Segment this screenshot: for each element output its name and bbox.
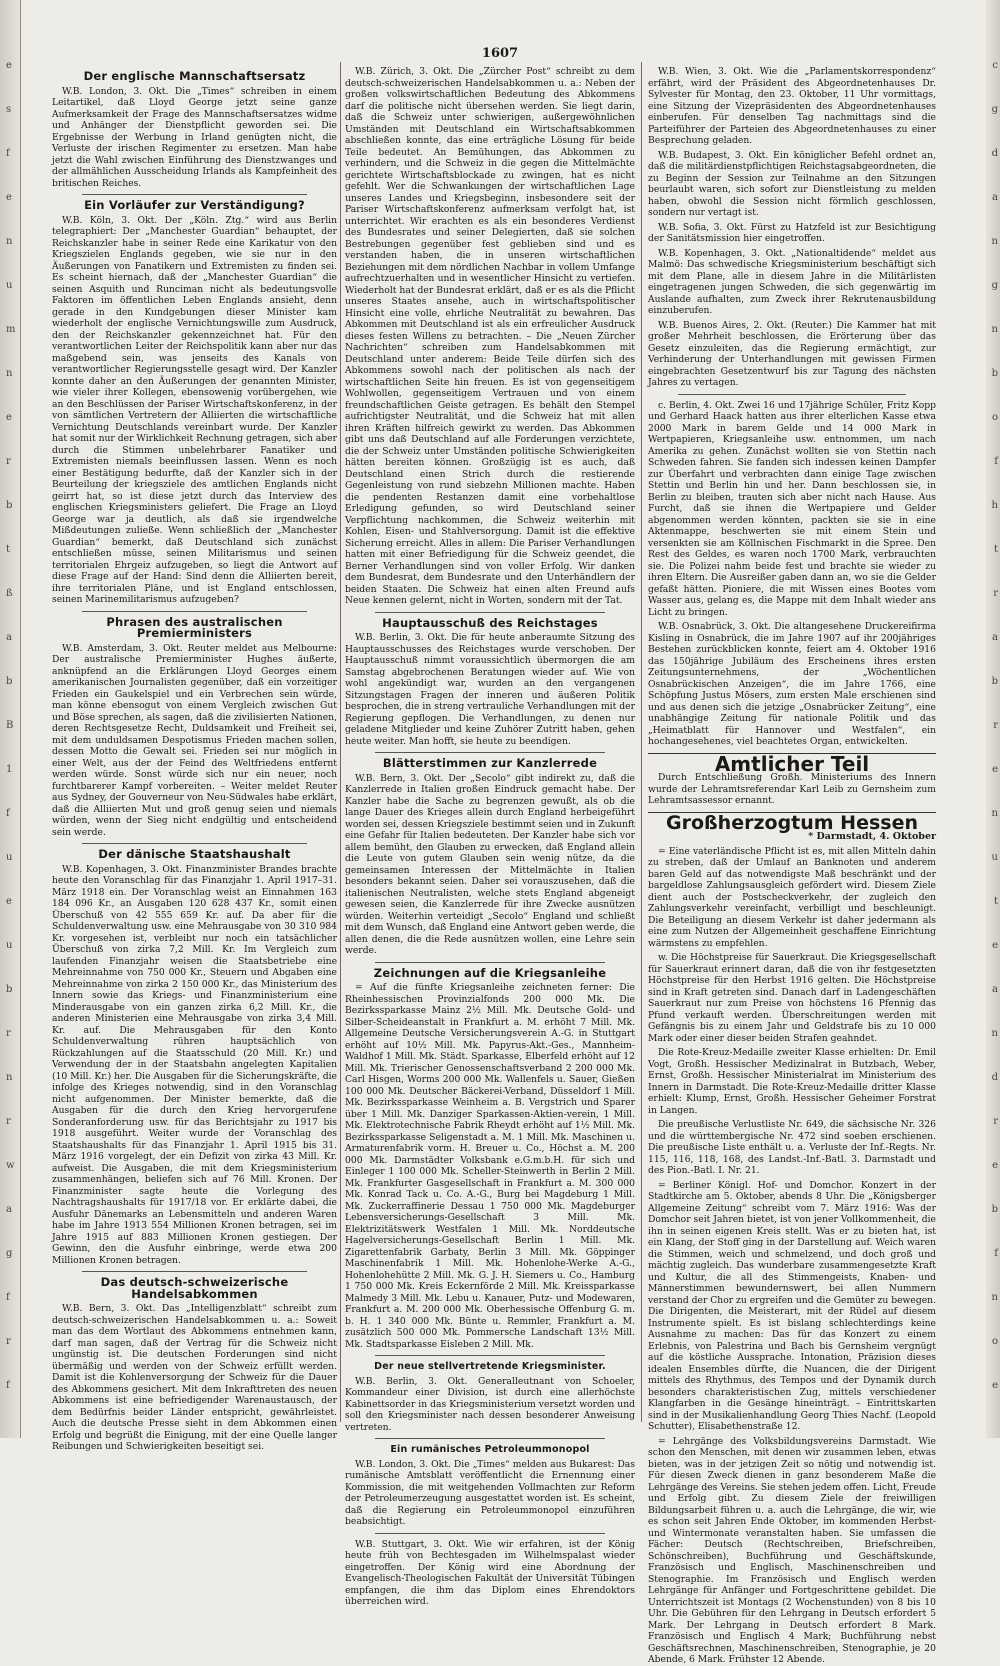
article-paragraph: W.B. Bern, 3. Okt. Der „Secolo“ gibt indirekt zu, daß die Kanzlerrede in Italien großen Eindruck gemacht habe. Der Kanzler habe die Sache zu begrenzen gewußt, als ob die lange Dauer des Krieges allein durch England herbeigeführt worden sei, dessen Kriegsziele bestimmt seien und in Zukunft eine Gefahr für Italien bedeuteten. Der Kanzler habe sich vor allem bemüht, den Glauben zu erwecken, daß England allein die Leute von gutem Glauben sein wenig nütze, da die gemeinsamen Interessen der Mittelmächte in Italien besonders bekannt seien. Daher sei vorauszusehen, daß die italienischen Neutralisten, welche stets England abgeneigt gewesen seien, die Kanzlerrede für ihre Zwecke ausnützen würden. Weiterhin verteidigt „Secolo“ England und schließt mit dem Wunsch, daß England eine Antwort geben werde, die allen denen, die die Rede ausnützen wollen, eine Lehre sein werde. [345,772,635,956]
edge-char: u [6,940,13,951]
edge-char: f [994,456,998,467]
edge-char: a [992,192,998,203]
article-paragraph: W.B. Zürich, 3. Okt. Die „Zürcher Post“ schreibt zu dem deutsch-schweizerischen Handelsabkommen u. a.: Neben der großen volkswirtschaftlichen Bedeutung des Abkommens darf die politische nicht übersehen werden. Sie liegt darin, daß die Schweiz unter schwierigen, außergewöhnlichen Umständen mit Deutschland ein Wirtschaftsabkommen abschließen konnte, das eine erträgliche Lösung für beide Teile bedeutet. An Bemühungen, das Abkommen zu verhindern, und die Schweiz in die gegen die Mittelmächte gerichtete Wirtschaftsblockade zu zwingen, hat es nicht gefehlt. Wer die Schwankungen der wirtschaftlichen Lage unseres Landes und Kriegsbeginn, insbesondere seit der Pariser Wirtschaftskonferenz aufmerksam verfolgt hat, ist unterrichtet. Wir erachten es als ein besonderes Verdienst des Bundesrates und seiner Delegierten, daß sie solchen Bestrebungen gegenüber fest geblieben sind und es verstanden haben, die in unseren wirtschaftlichen Beziehungen mit dem nördlichen Nachbar in vollem Umfange aufrechtzuerhalten und in wesentlicher Hinsicht zu vertiefen. Wiederholt hat der Bundesrat erklärt, daß er es als die Pflicht unseres Staates ansehe, auch in wirtschaftspolitischer Hinsicht eine volle, ehrliche Neutralität zu bewahren. Das Abkommen mit Deutschland ist als ein erfreulicher Ausdruck dieses festen Willens zu betrachten. – Die „Neuen Zürcher Nachrichten“ schreiben zum Handelsabkommen mit Deutschland unter anderem: Beide Teile dürfen sich des Abkommens sowohl nach der politischen als nach der wirtschaftlichen Seite hin freuen. Es ist von gegenseitigem Wohlwollen, gegenseitigem Vertrauen und von einem freundschaftlichen Geiste getragen. Es behält den Stempel aufrichtigster Neutralität, und die Schweiz hat mit allen ihren Kräften hilfreich gewirkt zu werden. Das Abkommen gibt uns daß Deutschland auf alle Forderungen verzichtete, die der Schweiz unter Umständen politische Schwierigkeiten hätten bereiten können. Großzügig ist es auch, daß Deutschland einen Strich durch die restierende Gegenleistung von rund siebzehn Millionen machte. Haben die pendenten Restanzen damit eine vorbehaltlose Erledigung gefunden, so wird Deutschland seiner Verpflichtung nachkommen, die Schweiz weiterhin mit Kohlen, Eisen- und Stahlversorgung. Damit ist die effektive Sicherung erreicht. Alles in allem: Die Pariser Verhandlungen hatten mit einer Befriedigung für die Schweiz geendet, die Berner Verhandlungen sind von voller Erfolg. Wir danken dem Bundesrat, dem Bundesrate und den Unterhändlern der beiden Staaten. Die Schweiz hat einen alten Freund aufs Neue kennen gelernt, nicht in Worten, sondern mit der Tat. [345,66,635,606]
divider [82,843,307,844]
edge-char: a [6,632,12,643]
edge-char: e [992,940,998,951]
right-page-edge [986,0,1000,1438]
article-paragraph: Die Rote-Kreuz-Medaille zweiter Klasse erhielten: Dr. Emil Vogt, Großh. Hessischer Medizinalrat in Butzbach, Weber, Ernst, Großh. Hessischer Ministerialrat im Ministerium des Innern in Darmstadt. Die Rote-Kreuz-Medaille dritter Klasse erhielt: Klump, Ernst, Großh. Hessischer Geheimer Forstrat in Langen. [648,1047,936,1116]
column-middle [345,66,635,1607]
edge-char: n [991,808,998,819]
divider [375,612,605,613]
article-paragraph: = Eine vaterländische Pflicht ist es, mit allen Mitteln dahin zu streben, daß der Umlauf an Banknoten und anderem baren Geld auf das notwendigste Maß beschränkt und der bargeldlose Zahlungsausgleich gefördert wird. Diesem Ziele dient auch der Postscheckverkehr, der zugleich den Zahlungsverkehr vereinfacht, verbilligt und beschleunigt. Die Beteiligung an diesem Verkehr ist daher jedermann als eine zum Nutzen der Allgemeinheit geschaffene Einrichtung wärmstens zu empfehlen. [648,845,936,949]
edge-char: r [6,456,11,467]
edge-char: a [992,632,998,643]
edge-char: f [6,1292,10,1303]
article-paragraph: = Auf die fünfte Kriegsanleihe zeichneten ferner: Die Rheinhessischen Provinzialfonds 200 000 Mk. Die Bezirkssparkasse Mainz 2½ Mill. Mk. Deutsche Gold- und Silber-Scheideanstalt in Frankfurt a. M. erhöht 7 Mill. Mk. Allgemeine Deutsche Versicherungsverein A.-G. in Stuttgart erhöht auf 10½ Mill. Mk. Papyrus-Akt.-Ges., Mannheim-Waldhof 1 Mill. Mk. Städt. Sparkasse, Elberfeld erhöht auf 12 Mill. Mk. Trierischer Genossenschaftsverband 2 200 000 Mk. Carl Hisgen, Worms 200 000 Mk. Wallenfels u. Sauer, Gießen 100 000 Mk. Deutscher Bäckerei-Verband, Düsseldorf 1 Mill. Mk. Bezirkssparkasse Weinheim a. B. Vergstrich und Sparer über 1 Mill. Mk. Danziger Sparkassen-Aktien-verein, 1 Mill. Mk. Elektrotechnische Fabrik Rheydt erhöht auf 1½ Mill. Mk. Bezirkssparkasse Seligenstadt a. M. 1 Mill. Mk. Maschinen u. Armaturenfabrik vorm. H. Breuer u. Co., Höchst a. M. 200 000 Mk. Darmstädter Volksbank e.G.m.b.H. für sich und Einleger 1 100 000 Mk. Scheller-Steinwerth in Berlin 2 Mill. Mk. Frankfurter Gasgesellschaft in Frankfurt a. M. 300 000 Mk. Konrad Tack u. Co. A.-G., Burg bei Magdeburg 1 Mill. Mk. Zuckerraffinerie Dessau 1 750 000 Mk. Magdeburger Lebensversicherungs-Gesellschaft 3 Mill. Mk. Elektrizitätswerk Westfalen 1 Mill. Mk. Norddeutsche Hagelversicherungs-Gesellschaft Berlin 1 Mill. Mk. Zigarettenfabrik Garbaty, Berlin 3 Mill. Mk. Göppinger Maschinenfabrik 1 Mill. Mk. Hohenlohe-Werke A.-G., Hohenlohehütte 2 Mill. Mk. G. J. H. Siemers u. Co., Hamburg 1 750 000 Mk. Kreis Eckernförde 2 Mill. Mk. Kreissparkasse Malmedy 3 Mill. Mk. Lebu u. Kanauer, Putz- und Modewaren, Frankfurt a. M. 200 000 Mk. Oberhessische Offenburg G. m. b. H. 1 340 000 Mk. Bünte u. Remmler, Frankfurt a. M. zusätzlich 500 000 Mk. Pommersche Landschaft 13½ Mill. Mk. Stadtsparkasse Eisleben 2 Mill. Mk. [345,982,635,1350]
edge-char: o [991,412,998,423]
edge-char: n [6,1072,13,1083]
edge-char: s [6,104,12,115]
article-paragraph: W.B. Berlin, 3. Okt. Die für heute anberaumte Sitzung des Hauptausschusses des Reichstages wurde verschoben. Der Hauptausschuß nimmt voraussichtlich übermorgen die am Samstag abgebrochenen Beratungen wieder auf. Wie von wohl angekündigt war, wurden an den vergangenen Sitzungstagen Fragen der inneren und äußeren Politik besprochen, die in streng vertrauliche Verhandlungen mit der Regierung gepflogen. Die Verhandlungen, zu denen nur geladene Mitglieder und keine Zuhörer Zutritt haben, gehen heute weiter. Man hofft, sie heute zu beendigen. [345,632,635,747]
edge-char: w [6,1160,15,1171]
edge-char: n [991,1028,998,1039]
edge-char: B [6,720,14,731]
column-left [52,66,337,1452]
edge-char: t [993,896,998,907]
article-paragraph: W.B. Amsterdam, 3. Okt. Reuter meldet aus Melbourne: Der australische Premierminister Hughes äußerte, anknüpfend an die Erklärungen Lloyd Georges einem amerikanischen Journalisten gegenüber, daß ein vorzeitiger Frieden ein Gaukelspiel und ein Verbrechen sein würde, man könne ebensogut von einem Vergleich zwischen Gut und Böse sprechen, als sagen, daß die zivilisierten Nationen, deren Rechtsgesetze Recht, Duldsamkeit und Freiheit sei, mit dem unduldsamen Despotismus Frieden machen sollen, dessen Motto die Gewalt sei. Frieden sei nur möglich in einer Welt, aus der der Feind des Weltfriedens entfernt werden würde. Sonst würde sich nur ein neuer, noch furchtbarerer Kampf vorbereiten. – Weiter meldet Reuter aus Sydney, der Gouverneur von Neu-Südwales habe erklärt, daß die Alliierten Mut und groß genug seien und niemals würden, wenn der Sieg nicht endgültig und entscheidend sein werde. [52,642,337,838]
headline-kriegsanleihe: Zeichnungen auf die Kriegsanleihe [373,965,607,980]
article-paragraph: W.B. Berlin, 3. Okt. Generalleutnant von Schoeler, Kommandeur einer Division, ist durch eine allerhöchste Kabinettsorder in das Kriegsministerium versetzt worden und soll den Kriegsminister nach dessen besonderer Anweisung vertreten. [345,1375,635,1433]
headline-staatshaushalt: Der dänische Staatshaushalt [98,847,291,861]
edge-char: r [6,1116,11,1127]
edge-char: c [992,60,998,71]
section-title-grossherzogtum-hessen: Großherzogtum Hessen [665,811,919,834]
edge-char: e [992,764,998,775]
edge-char: d [991,1072,998,1083]
headline-handelsabkommen: Das deutsch-schweizerische Handelsabkommen [100,1275,289,1301]
divider [375,1533,605,1534]
article-paragraph: W.B. Kopenhagen, 3. Okt. „Nationaltidende“ meldet aus Malmö: Das schwedische Kriegsministerium beschäftigt sich mit dem Plane, alle in diesem Jahre in die Militärlisten eingetragenen jungen Schweden, die sich gegenwärtig im Auslande aufhalten, zum Zweck ihrer Rekrutenausbildung einzuberufen. [648,247,936,316]
column-right [648,66,936,1665]
edge-char: u [6,280,13,291]
page-number: 1607 [481,46,519,61]
headline-blaetterstimmen: Blätterstimmen zur Kanzlerrede [382,756,598,770]
edge-char: b [991,1204,998,1215]
divider [375,962,605,963]
edge-char: e [6,60,12,71]
edge-char: b [6,984,13,995]
edge-char: u [991,852,998,863]
edge-char: t [6,544,11,555]
article-paragraph: W.B. Stuttgart, 3. Okt. Wie wir erfahren, ist der König heute früh von Bechtesgaden im Wilhelmspalast wieder eingetroffen. Der König wird eine Abordnung der Evangelisch-Theologischen Fakultät der Universität Tübingen empfangen, die ihm das Diplom eines Ehrendoktors überreichen wird. [345,1538,635,1607]
article-paragraph: Durch Entschließung Großh. Ministeriums des Innern wurde der Lehramtsreferendar Karl Leib zu Gernsheim zum Lehramtsassessor ernannt. [648,772,936,806]
edge-char: g [991,280,998,291]
headline-premierminister: Phrasen des australischen Premierministers [106,614,283,640]
edge-char: 1 [6,764,13,775]
edge-char: e [992,1160,998,1171]
article-paragraph: Die preußische Verlustliste Nr. 649, die sächsische Nr. 326 und die württembergische Nr. 472 sind soeben erschienen. Die preußische Liste enthält u. a. Verluste der Inf.-Regts. Nr. 115, 116, 118, 168, des Landst.-Inf.-Batl. 3. Darmstadt und des Pion.-Batl. I. Nr. 21. [648,1119,936,1176]
article-paragraph: w. Die Höchstpreise für Sauerkraut. Die Kriegsgesellschaft für Sauerkraut erinnert daran, daß die von ihr festgesetzten Höchstpreise für den Herbst 1916 gelten. Die Höchstpreise sind in Kraft getreten sind. Danach darf in Ladengeschäften Sauerkraut nur zum Preise von höchstens 16 Pfennig das Pfund verkauft werden. Überschreitungen werden mit Gefängnis bis zu einem Jahr und Geldstrafe bis zu 10 000 Mark oder einer dieser beiden Strafen geahndet. [648,952,936,1044]
edge-char: r [6,1336,11,1347]
left-page-edge [0,0,21,1438]
divider [375,752,605,753]
edge-char: f [994,1248,998,1259]
edge-char: n [6,368,13,379]
edge-char: e [6,896,12,907]
edge-char: t [993,544,998,555]
article-paragraph: = Berliner Königl. Hof- und Domchor. Konzert in der Stadtkirche am 5. Oktober, abends 8 Uhr. Die „Königsberger Allgemeine Zeitung“ schreibt vom 7. März 1916: Was der Domchor seit Jahren bietet, ist von jener Vollkommenheit, die ihn in seinen eigenen Kreis stellt. Was er zu bieten hat, ist ein Klang, der Stoff ging in der Darstellung auf. Weich waren die Stimmen, weich und schmelzend, und doch groß und mächtig zugleich. Das wunderbare zusammengesetzte Kraft und Kultur, die all des Stimmengeists, Knaben- und Männerstimmen bewundernswert, bei allen Nummern verstand der Chor zu ergreifen und die Gemüter zu bewegen. Die Dirigenten, die Meisterart, mit der Rüdel auf diesem Instrumente spielt. Es ist bislang schlechterdings keine Ausnahme zu machen: Das für das Konzert zu einem Erlebnis, von Palestrina und Bach bis Gernsheim vergnügt auf die köstliche Aussprache. Intonation, Präzision dieses idealen Ensembles dürfte, die Nuancen, die der Dirigent mittels des Rhythmus, des Tempos und der Dynamik durch besonders charakteristischen Zug, mittels verschiedener Klangfarben in die Gesänge hineinträgt. – Eintrittskarten sind in der Musikalienhandlung Georg Thies Nachf. (Leopold Schutter), Elisabethenstraße 12. [648,1179,936,1432]
edge-char: e [6,412,12,423]
article-paragraph: W.B. London, 3. Okt. Die „Times“ schreiben in einem Leitartikel, daß Lloyd George jetzt seine ganze Aufmerksamkeit der Frage des Mannschaftsersatzes widme und Anhänger der Dienstpflicht geworden sei. Die Ergebnisse der Werbung in Irland genügten nicht, die Verluste der irischen Regimenter zu ersetzen. Man habe jetzt die Wahl zwischen Einführung des Dienstzwanges und der allmählichen Ausscheidung Irlands als Kampfeinheit des britischen Reiches. [52,85,337,189]
edge-char: n [6,236,13,247]
edge-char: f [6,1380,10,1391]
article-paragraph: W.B. Budapest, 3. Okt. Ein königlicher Befehl ordnet an, daß die militärdienstpflichtigen Reichstagsabgeordneten, die zu Beginn der Session zur Teilnahme an den Sitzungen beurlaubt waren, sich sofort zur Dienstleistung zu melden haben, obwohl die Session nicht förmlich geschlossen, sondern nur vertagt ist. [648,149,936,218]
headline-kriegsminister: Der neue stellvertretende Kriegsminister. [374,1361,606,1372]
edge-char: b [991,368,998,379]
divider [82,611,307,612]
article-paragraph: W.B. London, 3. Okt. Die „Times“ melden aus Bukarest: Das rumänische Amtsblatt veröffentlicht die Ernennung einer Kommission, die mit weitgehenden Vollmachten zur Reform der Petroleumerzeugung ausgestattet worden ist. Es scheint, daß die Regierung ein Petroleummonopol einzuführen beabsichtigt. [345,1458,635,1527]
edge-char: e [992,1380,998,1391]
edge-char: b [6,500,13,511]
column-rule [340,62,341,1422]
edge-char: m [6,324,16,335]
edge-char: r [993,588,998,599]
divider [375,1355,605,1356]
edge-char: a [992,984,998,995]
edge-char: f [6,148,10,159]
article-paragraph: W.B. Buenos Aires, 2. Okt. (Reuter.) Die Kammer hat mit großer Mehrheit beschlossen, die Erörterung über das Gesetz einzuleiten, das die Regierung ermächtigt, zur Verhinderung der Unterhandlungen mit gewissen Firmen eingebrachten Gesetzentwurf bis zur Tagung des nächsten Jahres zu vertagen. [648,319,936,388]
edge-char: n [991,1292,998,1303]
column-rule [641,62,642,1422]
section-title-amtlicher-teil: Amtlicher Teil [714,751,870,776]
edge-char: f [6,808,10,819]
article-paragraph: W.B. Wien, 3. Okt. Wie die „Parlamentskorrespondenz“ erfährt, wird der Präsident des Abgeordnetenhauses Dr. Sylvester für Montag, den 23. Oktober, 11 Uhr vormittags, eine Sitzung der Vizepräsidenten des Abgeordnetenhauses einberufen. Für denselben Tag nachmittags sind die Parteiführer der Parteien des Abgeordnetenhauses zu einer Besprechung geladen. [648,66,936,146]
article-paragraph: = Lehrgänge des Volksbildungsvereins Darmstadt. Wie schon den Menschen, mit denen wir zusammen leben, etwas bieten, was in der jetzigen Zeit so nötig und notwendig ist. Für diesen Zweck dienen in ganz besonderem Maße die Lehrgänge des Vereins. Sie stehen jedem offen. Licht, Freude und Erfolg gibt. Zu diesem Ziele der freiwilligen Bildungsarbeit führen u. a. auch die Lehrgänge, die wir, wie es schon seit Jahren Ende Oktober, im kommenden Herbst- und Wintermonate veranstalten haben. Sie umfassen die Fächer: Deutsch (Rechtschreiben, Briefschreiben, Schönschreiben), Buchführung und Geschäftskunde, Französisch und Englisch, Maschinenschreiben und Stenographie. Im Französisch und Englisch werden Lehrgänge für Anfänger und Fortgeschrittene gebildet. Die Unterrichtszeit ist Montags (2 Wochenstunden) von 8 bis 10 Uhr. Die Gebühren für den Lehrgang in Deutsch erfordert 5 Mark. Der Lehrgang in Deutsch erfordert 8 Mark. Französisch und Englisch 4 Mark; Buchführung nebst Geschäftsrechnen, Maschinenschreiben, Stenographie, je 20 Abende, 6 Mark. Frühster 12 Abende. [648,1435,936,1665]
article-paragraph: W.B. Osnabrück, 3. Okt. Die altangesehene Druckereifirma Kisling in Osnabrück, die im Jahre 1907 auf ihr 200jähriges Bestehen zurückblicken konnte, feiert am 4. Oktober 1916 das 150jährige Jubiläum des Erscheinens ihres ersten Zeitungsunternehmens, der „Wöchentlichen Osnabrückischen Anzeigen“, die im Jahre 1766, eine Schöpfung Justus Mösers, zum ersten Male erschienen sind und aus denen sich die jetzige „Osnabrücker Zeitung“, eine unabhängige Zeitung für nationale Politik und das „Heimatblatt für Hannover und Westfalen“, ein hochangesehenes, viel beachtetes Organ, entwickelten. [648,621,936,747]
edge-char: d [991,148,998,159]
headline-mannschaftsersatz: Der englische Mannschaftsersatz [83,69,306,83]
divider [678,394,906,395]
divider [82,1271,307,1272]
article-paragraph: W.B. Kopenhagen, 3. Okt. Finanzminister Brandes brachte heute den Voranschlag für das Finanzjahr 1. April 1917–31. März 1918 ein. Der Voranschlag weist an Einnahmen 163 184 096 Kr., an Ausgaben 120 628 437 Kr., somit einen Überschuß von 42 555 659 Kr. auf. Da aber für die Schuldenverwaltung usw. eine Mehrausgabe von 30 310 984 Kr. vorgesehen ist, verbleibt nur noch ein tatsächlicher Überschuß von zirka 7,2 Mill. Kr. Im Vergleich zum laufenden Finanzjahr weisen die Staatsbetriebe eine Mehreinnahme von 750 000 Kr., Steuern und Abgaben eine Mehreinnahme von zirka 2 150 000 Kr., das Ministerium des Innern sowie das Kriegs- und Finanzministerium eine Minderausgabe von ein ganzen zirka 6,2 Mill. Kr., die anderen Ministerien eine Mehrausgabe von zirka 3,4 Mill. Kr. auf. Die Mehrausgaben für den Konto Schuldenverwaltung rühren hauptsächlich von Rückzahlungen auf die Staatsschuld (20 Mill. Kr.) und Verwendung der in der Staatsbahn angelegten Kapitalien (10 Mill. Kr.) her. Die Ausgaben für die Sicherungskräfte, die infolge des Krieges notwendig, sind in den Voranschlag nicht aufgenommen. Der Minister bemerkte, daß die Ausgaben für die durch den Krieg hervorgerufene Sonderanforderung usw. für das Berichtsjahr zu 1917 bis 1918 ausgeführt. Weiter wurde der Voranschlag des Staatshaushalts für das Finanzjahr 1. April 1915 bis 31. März 1916 vorgelegt, der ein Defizit von zirka 43 Mill. Kr. aufweist. Die Ausgaben, die mit dem Kriegsministerium zusammenhängen, beliefen sich auf 76 Mill. Kronen. Der Finanzminister sagte heute die Vorlegung des Nachtragshaushalts für 1917/18 vor. Er erklärte dabei, die Ausfuhr Dänemarks an Lebensmitteln und anderen Waren habe im Jahre 1913 554 Millionen Kronen betragen, sei im Jahre 1915 auf 883 Millionen Kronen gestiegen. Der Gewinn, den die Ausfuhr einbringe, werde etwa 200 Millionen Kronen betragen. [52,863,337,1266]
divider [82,194,307,195]
headline-petroleummonopol: Ein rumänisches Petroleummonopol [390,1444,590,1455]
edge-char: a [6,1204,12,1215]
edge-char: e [6,192,12,203]
edge-char: r [993,720,998,731]
edge-char: b [6,676,13,687]
edge-char: n [991,324,998,335]
article-paragraph: W.B. Bern, 3. Okt. Das „Intelligenzblatt“ schreibt zum deutsch-schweizerischen Handelsabkommen u. a.: Soweit man das dem Wortlaut des Abkommens entnehmen kann, darf man sagen, daß der Vertrag für die Schweiz nicht ungünstig ist. Die deutschen Forderungen sind nicht übermäßig und werden von der Schweiz erfüllt werden. Damit ist die Kohlenversorgung der Schweiz für die Dauer des Abkommens gesichert. Mit dem Inkrafttreten des neuen Abkommens ist eine befriedigender Warenaustausch, der dem Bedürfnis beider Länder entspricht, gewährleistet. Auch die deutsche Presse sieht in dem Abkommen einen Erfolg und begrüßt die Einigung, mit der eine Quelle langer Reibungen und Schwierigkeiten beseitigt sei. [52,1303,337,1452]
edge-char: ß [6,588,13,599]
edge-char: o [991,1336,998,1347]
headline-hauptausschuss: Hauptausschuß des Reichstages [382,615,598,630]
dateline: * Darmstadt, 4. Oktober [808,831,936,842]
article-paragraph: c. Berlin, 4. Okt. Zwei 16 und 17jährige Schüler, Fritz Kopp und Gerhard Haack hatten aus ihrer elterlichen Kasse etwa 2000 Mark in barem Gelde und 14 000 Mark in Wertpapieren, Kriegsanleihe usw. entnommen, um nach Amerika zu gehen. Zunächst wollten sie von Stettin nach Schweden fahren. Sie fanden sich indessen keinen Dampfer zur Überfahrt und verbrachten dann einige Tage zwischen Stettin und Berlin hin und her. Dann beschlossen sie, in Berlin zu bleiben, trauten sich aber nicht nach Hause. Aus Furcht, daß sie ihnen die Wertpapiere und Gelder abgenommen werden könnten, packten sie sie in eine Aktenmappe, beschwerten sie mit einem Stein und versenkten sie am Köllnischen Fischmarkt in die Spree. Den Rest des Geldes, es waren noch 1700 Mark, verbrauchten sie. Die Polizei nahm beide fest und brachte sie wieder zu ihren Eltern. Die Ausreißer gaben dann an, wo sie die Gelder gefaßt hätten. Pioniere, die mit Wissen eines Bootes vom Wasser aus, gelang es, die Mappe mit dem Inhalt wieder ans Licht zu bringen. [648,399,936,618]
edge-char: r [993,1116,998,1127]
article-paragraph: W.B. Köln, 3. Okt. Der „Köln. Ztg.“ wird aus Berlin telegraphiert: Der „Manchester Guardian“ behauptet, der Reichskanzler habe in seiner Rede eine Karikatur von den Kriegszielen Englands gegeben, wie sie nur in den Äußerungen von Fanatikern und Extremisten zu finden sei. Es scheint hiernach, daß der „Manchester Guardian“ die seinen Asquith und Runciman nicht als bedeutungsvolle Faktoren im öffentlichen Leben Englands ansieht, denn gerade in den Kundgebungen dieser Minister kam wiederholt der englische Vernichtungswille zum Ausdruck, den der Reichskanzler gekennzeichnet hat. Für den verantwortlichen Leiter der Reichspolitik kann aber nur das maßgebend sein, was jenseits des Kanals von verantwortlicher Regierungsstelle gesagt wird. Der Kanzler konnte daher an den Äußerungen der genannten Minister, wie vieler ihrer Kollegen, ebensowenig vorübergehen, wie an den Beschlüssen der Pariser Wirtschaftskonferenz, in der von sämtlichen Vertretern der Alliierten die wirtschaftliche Vernichtung Deutschlands vereinbart wurde. Der Kanzler hat somit nur der Wirklichkeit Rechnung getragen, sich aber durch die Stimmen unbelehrbarer Fanatiker und Extremisten niemals beeinflussen lassen. Wenn es noch einer Bestätigung bedurfte, daß der Kanzler sich in der Beurteilung der kriegsziele des amtlichen Englands nicht geirrt hat, so ist diese jetzt durch das Interview des englischen Kriegsministers geliefert. Die Frage an Lloyd George war ja deutlich, als daß sie irgendwelche Mißdeutungen zuließe. Wenn schließlich der „Manchester Guardian“ bemerkt, daß Deutschland sich zunächst entschließen müsse, seinen Militarismus und seinen territorialen Ehrgeiz aufzugeben, so liegt die Antwort auf diese Frage auf der Hand: Sind denn die Alliierten bereit, ihre territorialen Pläne, und ist England entschlossen, seinen Marinemilitarismus aufzugeben? [52,214,337,605]
edge-char: b [991,676,998,687]
divider [375,1438,605,1439]
article-paragraph: W.B. Sofia, 3. Okt. Fürst zu Hatzfeld ist zur Besichtigung der Sanitätsmission hier eingetroffen. [648,221,936,244]
edge-char: r [6,1028,11,1039]
edge-char: g [991,104,998,115]
edge-char: n [991,236,998,247]
edge-char: h [991,500,998,511]
edge-char: u [6,852,13,863]
edge-char: g [6,1248,13,1259]
headline-vorlaeufer: Ein Vorläufer zur Verständigung? [84,198,305,212]
